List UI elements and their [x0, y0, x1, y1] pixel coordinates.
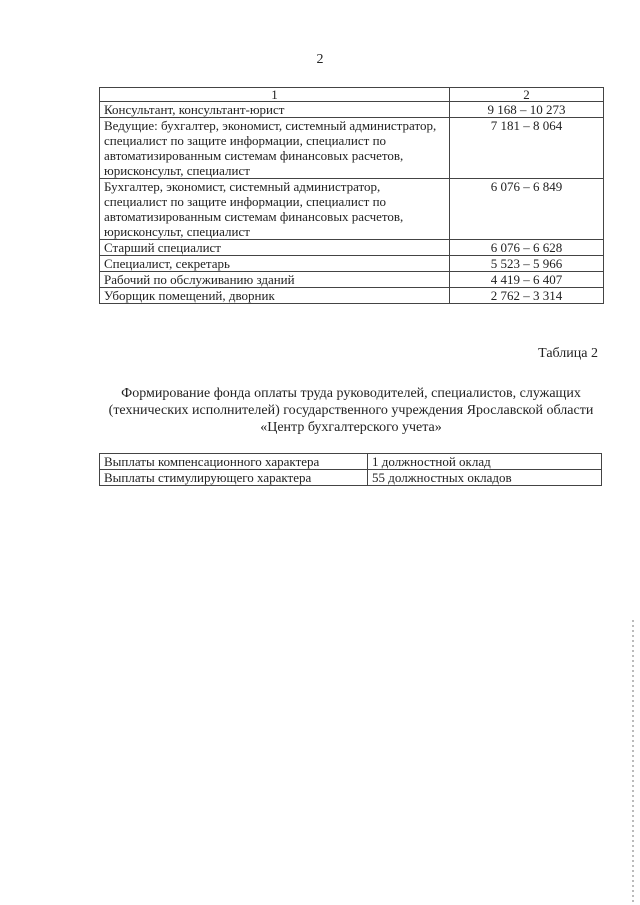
- payments-table: [99, 453, 602, 486]
- salary-cell: 6 076 – 6 628: [450, 240, 604, 256]
- column-header-1: 1: [100, 88, 450, 102]
- position-cell: Консультант, консультант-юрист: [100, 102, 450, 118]
- position-cell: Ведущие: бухгалтер, экономист, системный администратор, специалист по защите информации, специалист по автоматизированным системам финансовых расчетов, юрисконсульт, специалист: [100, 118, 450, 179]
- position-cell: Бухгалтер, экономист, системный администратор, специалист по защите информации, специалист по автоматизированным системам финансовых расчетов, юрисконсульт, специалист: [100, 179, 450, 240]
- payment-amount-cell: 1 должностной оклад: [368, 454, 602, 470]
- salary-cell: 4 419 – 6 407: [450, 272, 604, 288]
- salary-cell: 7 181 – 8 064: [450, 118, 604, 179]
- table-row: [100, 118, 604, 179]
- table-row: [100, 102, 604, 118]
- position-cell: Старший специалист: [100, 240, 450, 256]
- scan-edge-artifact: [632, 620, 634, 905]
- table-row: [100, 240, 604, 256]
- salary-cell: 2 762 – 3 314: [450, 288, 604, 304]
- table-row: [100, 272, 604, 288]
- salary-cell: 6 076 – 6 849: [450, 179, 604, 240]
- position-cell: Рабочий по обслуживанию зданий: [100, 272, 450, 288]
- payment-type-cell: Выплаты стимулирующего характера: [100, 470, 368, 486]
- column-header-2: 2: [450, 88, 604, 102]
- payment-type-cell: Выплаты компенсационного характера: [100, 454, 368, 470]
- table-caption: Таблица 2: [538, 346, 598, 361]
- table-row: [100, 179, 604, 240]
- payment-amount-cell: 55 должностных окладов: [368, 470, 602, 486]
- table-title: Формирование фонда оплаты труда руководителей, специалистов, служащих (технических исполнителей) государственного учреждения Ярославской области «Центр бухгалтерского учета»: [108, 386, 594, 435]
- table-row: [100, 470, 602, 486]
- table-header-row: [100, 88, 604, 102]
- salary-cell: 9 168 – 10 273: [450, 102, 604, 118]
- table-row: [100, 288, 604, 304]
- position-cell: Уборщик помещений, дворник: [100, 288, 450, 304]
- page-number: 2: [316, 52, 324, 67]
- table-row: [100, 256, 604, 272]
- salary-table: [99, 87, 604, 304]
- table-row: [100, 454, 602, 470]
- position-cell: Специалист, секретарь: [100, 256, 450, 272]
- salary-cell: 5 523 – 5 966: [450, 256, 604, 272]
